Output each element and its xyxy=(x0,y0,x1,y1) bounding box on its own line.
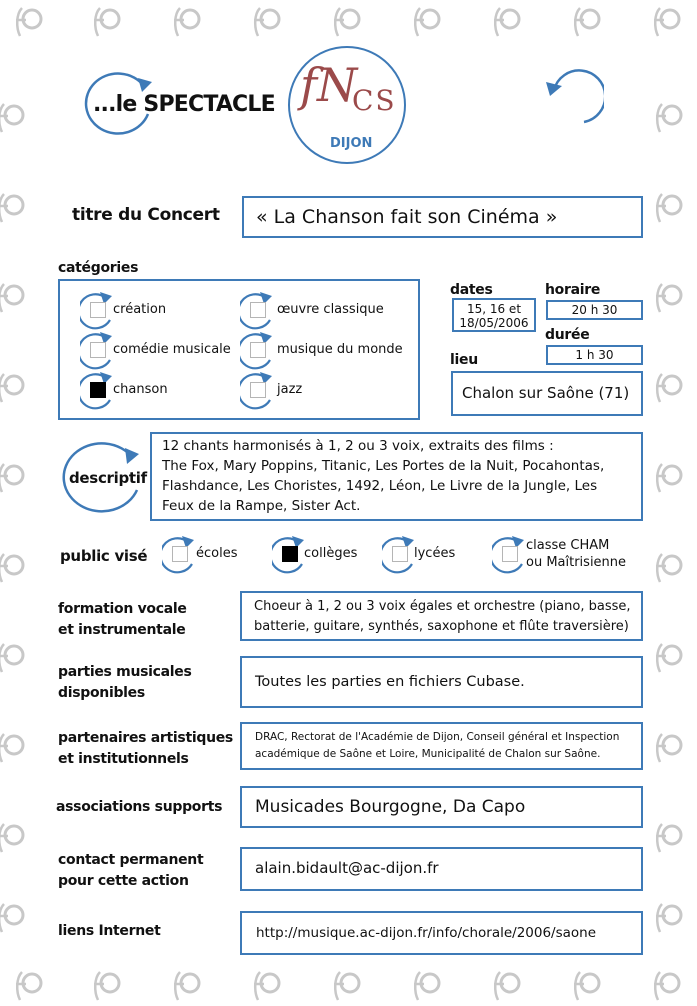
public-4-checkbox[interactable] xyxy=(502,546,518,562)
fnc-watermark-icon xyxy=(650,968,684,1002)
duree-label: durée xyxy=(545,327,590,343)
fnc-watermark-icon xyxy=(330,968,364,1002)
fnc-watermark-icon xyxy=(652,900,686,934)
category-2-label: œuvre classique xyxy=(277,302,384,317)
public-1-label: écoles xyxy=(196,546,238,561)
fnc-watermark-icon xyxy=(652,100,686,134)
category-4-label: musique du monde xyxy=(277,342,403,357)
fnc-watermark-icon xyxy=(652,730,686,764)
fnc-watermark-icon xyxy=(490,968,524,1002)
title-box xyxy=(242,196,643,238)
horaire-label: horaire xyxy=(545,282,601,298)
category-6-label: jazz xyxy=(277,382,303,397)
descriptif-line: Feux de la Rampe, Sister Act. xyxy=(162,498,361,514)
category-3-label: comédie musicale xyxy=(113,342,231,357)
descriptif-text xyxy=(162,436,604,516)
parties-label-1: parties musicales xyxy=(58,664,192,680)
formation-label-1: formation vocale xyxy=(58,601,187,617)
dates-line1: 15, 16 et xyxy=(466,302,522,316)
fnc-watermark-icon xyxy=(0,100,28,134)
fnc-watermark-icon xyxy=(652,190,686,224)
descriptif-line: 12 chants harmonisés à 1, 2 ou 3 voix, extraits des films : xyxy=(162,438,554,454)
public-1-checkbox[interactable] xyxy=(172,546,188,562)
fnc-watermark-icon xyxy=(652,460,686,494)
associations-value: Musicades Bourgogne, Da Capo xyxy=(255,797,526,817)
partenaires-label-2: et institutionnels xyxy=(58,751,189,767)
partenaires-label-1: partenaires artistiques xyxy=(58,730,233,746)
fnc-watermark-icon xyxy=(0,190,28,224)
category-5-label: chanson xyxy=(113,382,168,397)
category-1-label: création xyxy=(113,302,167,317)
partenaires-line1: DRAC, Rectorat de l'Académie de Dijon, Conseil général et Inspection xyxy=(255,731,620,743)
fnc-watermark-icon xyxy=(170,968,204,1002)
category-1-checkbox[interactable] xyxy=(90,302,106,318)
fnc-watermark-icon xyxy=(0,900,28,934)
fnc-watermark-icon xyxy=(0,370,28,404)
fnc-watermark-icon xyxy=(652,640,686,674)
lieu-label: lieu xyxy=(450,352,478,368)
formation-label-2: et instrumentale xyxy=(58,622,186,638)
dates-line2: 18/05/2006 xyxy=(459,316,529,330)
spectacle-label: ...le SPECTACLE xyxy=(93,92,275,117)
category-3-checkbox[interactable] xyxy=(90,342,106,358)
partenaires-line2: académique de Saône et Loire, Municipalité de Chalon sur Saône. xyxy=(255,748,601,760)
public-2-label: collèges xyxy=(304,546,358,561)
public-2-checkbox[interactable] xyxy=(282,546,298,562)
liens-value[interactable]: http://musique.ac-dijon.fr/info/chorale/2006/saone xyxy=(256,925,597,941)
descriptif-box xyxy=(150,432,643,521)
public-3-label: lycées xyxy=(414,546,456,561)
dates-box xyxy=(452,298,536,332)
category-5-checkbox[interactable] xyxy=(90,382,106,398)
circular-arrow-icon xyxy=(544,64,604,128)
fnc-watermark-icon xyxy=(90,4,124,38)
duree-value: 1 h 30 xyxy=(575,348,614,362)
contact-value[interactable]: alain.bidault@ac-dijon.fr xyxy=(255,859,439,877)
title-value: « La Chanson fait son Cinéma » xyxy=(256,206,558,228)
logo-letters-fn: fN xyxy=(300,58,358,112)
fnc-watermark-icon xyxy=(650,4,684,38)
contact-box xyxy=(240,847,643,891)
liens-label: liens Internet xyxy=(58,923,161,939)
formation-box xyxy=(240,591,643,641)
fnc-watermark-icon xyxy=(570,4,604,38)
public-3-checkbox[interactable] xyxy=(392,546,408,562)
fnc-watermark-icon xyxy=(0,460,28,494)
fnc-watermark-icon xyxy=(90,968,124,1002)
fnc-watermark-icon xyxy=(12,4,46,38)
fnc-watermark-icon xyxy=(0,820,28,854)
fnc-watermark-icon xyxy=(250,4,284,38)
lieu-value: Chalon sur Saône (71) xyxy=(462,384,630,402)
fnc-watermark-icon xyxy=(410,968,444,1002)
horaire-value: 20 h 30 xyxy=(571,303,618,317)
public-4-label: classe CHAM xyxy=(526,538,610,553)
duree-box xyxy=(546,345,643,365)
liens-box xyxy=(240,911,643,955)
fnc-watermark-icon xyxy=(0,550,28,584)
fnc-watermark-icon xyxy=(570,968,604,1002)
public-label: public visé xyxy=(60,547,148,565)
parties-value: Toutes les parties en fichiers Cubase. xyxy=(255,674,525,690)
fnc-watermark-icon xyxy=(490,4,524,38)
fnc-watermark-icon xyxy=(652,550,686,584)
category-6-checkbox[interactable] xyxy=(250,382,266,398)
fnc-watermark-icon xyxy=(12,968,46,1002)
descriptif-line: Flashdance, Les Choristes, 1492, Léon, Le Livre de la Jungle, Les xyxy=(162,478,598,494)
fnc-watermark-icon xyxy=(652,370,686,404)
fnc-watermark-icon xyxy=(0,730,28,764)
fnc-watermark-icon xyxy=(652,820,686,854)
fnc-watermark-icon xyxy=(170,4,204,38)
fnc-watermark-icon xyxy=(652,280,686,314)
horaire-box xyxy=(546,300,643,320)
logo-letters-cs: CS xyxy=(352,84,397,117)
category-2-checkbox[interactable] xyxy=(250,302,266,318)
lieu-box xyxy=(451,371,643,416)
formation-line1: Choeur à 1, 2 ou 3 voix égales et orchestre (piano, basse, xyxy=(254,599,631,614)
descriptif-line: The Fox, Mary Poppins, Titanic, Les Portes de la Nuit, Pocahontas, xyxy=(162,458,605,474)
dates-label: dates xyxy=(450,282,493,298)
public-4-label-2: ou Maîtrisienne xyxy=(526,555,627,570)
associations-box xyxy=(240,786,643,828)
parties-box xyxy=(240,656,643,708)
categories-label: catégories xyxy=(58,260,139,276)
fnc-watermark-icon xyxy=(250,968,284,1002)
contact-label-2: pour cette action xyxy=(58,873,189,889)
fnc-watermark-icon xyxy=(0,280,28,314)
logo-city: DIJON xyxy=(330,136,373,151)
descriptif-label: descriptif xyxy=(69,469,147,487)
fnc-watermark-icon xyxy=(330,4,364,38)
fncs-logo xyxy=(288,46,406,164)
fnc-watermark-icon xyxy=(0,640,28,674)
partenaires-box xyxy=(240,722,643,770)
formation-line2: batterie, guitare, synthés, saxophone et flûte traversière) xyxy=(254,619,629,634)
category-4-checkbox[interactable] xyxy=(250,342,266,358)
fnc-watermark-icon xyxy=(410,4,444,38)
associations-label: associations supports xyxy=(56,799,223,815)
parties-label-2: disponibles xyxy=(58,685,145,701)
title-label: titre du Concert xyxy=(72,205,220,225)
contact-label-1: contact permanent xyxy=(58,852,204,868)
